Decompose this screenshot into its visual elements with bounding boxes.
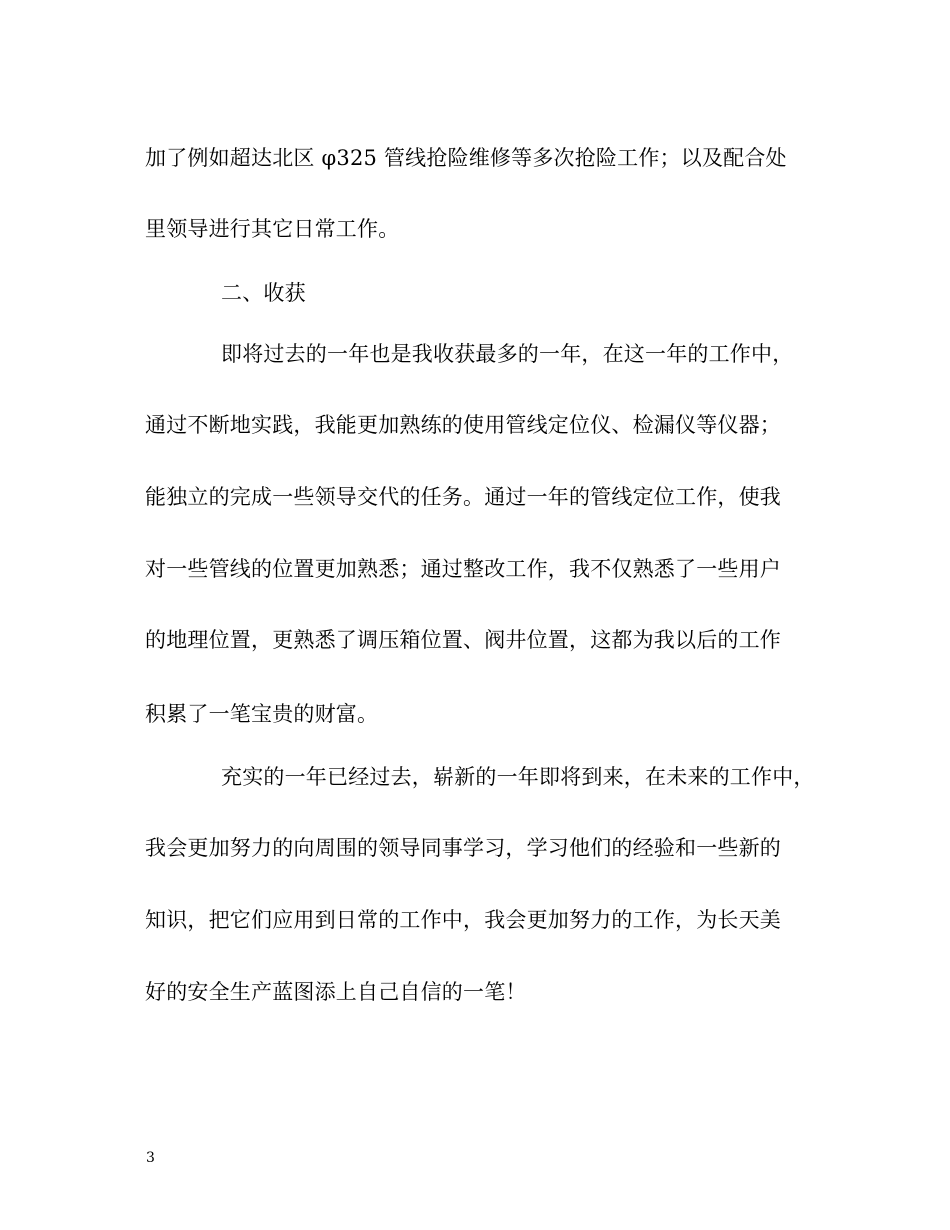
text-line: 通过不断地实践，我能更加熟练的使用管线定位仪、检漏仪等仪器； <box>145 413 781 437</box>
text-line: 加了例如超达北区 φ325 管线抢险维修等多次抢险工作；以及配合处 <box>145 146 787 170</box>
page-number: 3 <box>146 1150 155 1166</box>
text-line: 充实的一年已经过去，崭新的一年即将到来，在未来的工作中， <box>221 765 815 789</box>
text-line: 我会更加努力的向周围的领导同事学习，学习他们的经验和一些新的 <box>145 836 781 860</box>
text-line: 知识，把它们应用到日常的工作中，我会更加努力的工作，为长天美 <box>145 908 781 932</box>
text-line: 能独立的完成一些领导交代的任务。通过一年的管线定位工作，使我 <box>145 485 781 509</box>
text-line: 里领导进行其它日常工作。 <box>145 217 400 241</box>
text-line: 积累了一笔宝贵的财富。 <box>145 702 379 726</box>
text-line: 的地理位置，更熟悉了调压箱位置、阀井位置，这都为我以后的工作 <box>145 628 781 652</box>
text-line: 即将过去的一年也是我收获最多的一年，在这一年的工作中， <box>221 342 794 366</box>
text-line: 好的安全生产蓝图添上自己自信的一笔！ <box>145 980 527 1004</box>
section-heading: 二、收获 <box>221 281 306 305</box>
text-line: 对一些管线的位置更加熟悉；通过整改工作，我不仅熟悉了一些用户 <box>145 557 781 581</box>
